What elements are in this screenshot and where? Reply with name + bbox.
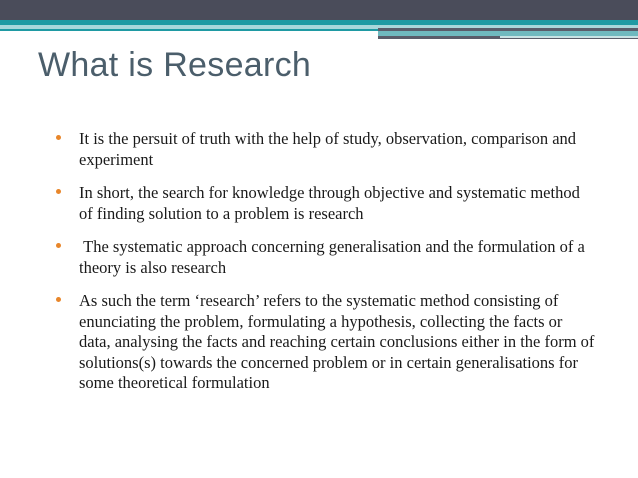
bullet-text: As such the term ‘research’ refers to the systematic method consisting of enunciating the problem, formulating a hypothesis, collecting the facts or data, analysing the facts and reaching certain conclusions either in the form of solutions(s) towards the concerned problem or in certain generalisations for some theoretical formulation [79, 291, 595, 392]
bullet-text: In short, the search for knowledge through objective and systematic method of finding solution to a problem is research [79, 183, 580, 223]
bullet-dot-icon [56, 297, 61, 302]
header-accent-line [500, 36, 638, 38]
bullet-item [56, 291, 596, 394]
bullet-item [56, 237, 596, 278]
bullet-text: It is the persuit of truth with the help of study, observation, comparison and experiment [79, 129, 577, 169]
bullet-item [56, 129, 596, 170]
header-band-dark [0, 0, 638, 20]
bullet-dot-icon [56, 189, 61, 194]
bullet-text: The systematic approach concerning generalisation and the formulation of a theory is also research [79, 237, 589, 277]
bullet-list [56, 129, 596, 407]
slide-title: What is Research [38, 46, 312, 84]
bullet-dot-icon [56, 135, 61, 140]
bullet-item [56, 183, 596, 224]
bullet-dot-icon [56, 243, 61, 248]
